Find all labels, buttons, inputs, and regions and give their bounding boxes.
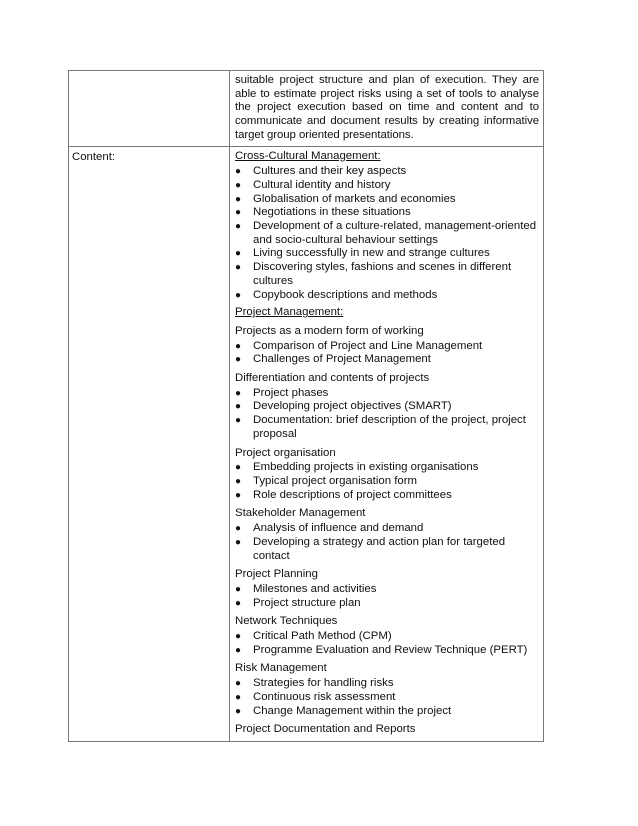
list-item	[235, 489, 539, 503]
cross-cultural-heading: Cross-Cultural Management:	[235, 149, 381, 162]
list-item	[235, 677, 539, 691]
list-item-text: Project structure plan	[253, 596, 361, 609]
list-item	[235, 644, 539, 658]
bullet-icon: ●	[235, 523, 242, 535]
pm-section-list	[235, 630, 539, 657]
list-item	[235, 630, 539, 644]
list-item-text: Developing project objectives (SMART)	[253, 400, 452, 413]
bullet-icon: ●	[235, 207, 242, 219]
bullet-icon: ●	[235, 415, 242, 427]
learning-outcome-text: suitable project structure and plan of execution. They are able to estimate project risks using a set of tools to analyse the project execution based on time and content and to communicate and document results by creating informative target group oriented presentations.	[235, 74, 539, 141]
list-item	[235, 353, 539, 367]
list-item	[235, 340, 539, 354]
list-item	[235, 193, 539, 207]
bullet-icon: ●	[235, 691, 242, 703]
list-item-text: Programme Evaluation and Review Technique (PERT)	[253, 643, 528, 656]
list-item	[235, 247, 539, 261]
content-label-cell	[69, 146, 230, 741]
bullet-icon: ●	[235, 583, 242, 595]
list-item	[235, 522, 539, 536]
content-cell	[230, 146, 544, 741]
list-item-text: Globalisation of markets and economies	[253, 192, 456, 205]
list-item-text: Copybook descriptions and methods	[253, 288, 438, 301]
bullet-icon: ●	[235, 475, 242, 487]
empty-label-cell	[69, 71, 230, 147]
list-item-text: Challenges of Project Management	[253, 353, 431, 366]
list-item	[235, 691, 539, 705]
pm-section-title: Projects as a modern form of working	[235, 324, 424, 337]
list-item-text: Negotiations in these situations	[253, 206, 411, 219]
pm-section	[235, 723, 539, 737]
bullet-icon: ●	[235, 248, 242, 260]
pm-section-list	[235, 677, 539, 718]
pm-section-list	[235, 387, 539, 442]
pm-section-list	[235, 583, 539, 610]
bullet-icon: ●	[235, 678, 242, 690]
pm-section	[235, 568, 539, 610]
list-item-text: Continuous risk assessment	[253, 690, 396, 703]
list-item	[235, 414, 539, 441]
list-item-text: Critical Path Method (CPM)	[253, 630, 392, 643]
list-item-text: Milestones and activities	[253, 582, 377, 595]
pm-section	[235, 662, 539, 718]
pm-section-list	[235, 340, 539, 367]
list-item	[235, 220, 539, 247]
bullet-icon: ●	[235, 262, 242, 274]
list-item	[235, 387, 539, 401]
list-item	[235, 400, 539, 414]
project-management-sections	[235, 325, 539, 737]
bullet-icon: ●	[235, 536, 242, 548]
list-item-text: Strategies for handling risks	[253, 677, 394, 690]
list-item	[235, 583, 539, 597]
list-item-text: Cultures and their key aspects	[253, 165, 407, 178]
list-item-text: Typical project organisation form	[253, 474, 417, 487]
list-item	[235, 165, 539, 179]
pm-section	[235, 507, 539, 563]
bullet-icon: ●	[235, 179, 242, 191]
list-item	[235, 597, 539, 611]
bullet-icon: ●	[235, 221, 242, 233]
bullet-icon: ●	[235, 631, 242, 643]
bullet-icon: ●	[235, 166, 242, 178]
list-item	[235, 705, 539, 719]
bullet-icon: ●	[235, 489, 242, 501]
pm-section-list	[235, 522, 539, 563]
list-item	[235, 179, 539, 193]
pm-section-title: Differentiation and contents of projects	[235, 372, 430, 385]
pm-section-title: Stakeholder Management	[235, 507, 366, 520]
content-label: Content:	[72, 150, 116, 163]
list-item	[235, 475, 539, 489]
pm-section-title: Network Techniques	[235, 615, 338, 628]
bullet-icon: ●	[235, 705, 242, 717]
module-description-table	[68, 70, 544, 742]
cross-cultural-list	[235, 165, 539, 302]
bullet-icon: ●	[235, 387, 242, 399]
bullet-icon: ●	[235, 597, 242, 609]
description-cell	[230, 71, 544, 147]
list-item-text: Cultural identity and history	[253, 178, 391, 191]
pm-section-title: Risk Management	[235, 662, 327, 675]
list-item-text: Project phases	[253, 386, 329, 399]
pm-section-title: Project organisation	[235, 446, 336, 459]
list-item-text: Living successfully in new and strange cultures	[253, 247, 490, 260]
project-management-heading: Project Management:	[235, 306, 344, 319]
pm-section-title: Project Planning	[235, 568, 318, 581]
list-item-text: Discovering styles, fashions and scenes in different cultures	[253, 261, 512, 287]
list-item-text: Analysis of influence and demand	[253, 522, 424, 535]
bullet-icon: ●	[235, 289, 242, 301]
list-item-text: Embedding projects in existing organisations	[253, 461, 479, 474]
pm-section	[235, 447, 539, 503]
pm-section	[235, 325, 539, 367]
list-item-text: Comparison of Project and Line Management	[253, 339, 483, 352]
list-item	[235, 536, 539, 563]
list-item-text: Developing a strategy and action plan for targeted contact	[253, 535, 506, 562]
list-item	[235, 206, 539, 220]
bullet-icon: ●	[235, 401, 242, 413]
list-item	[235, 461, 539, 475]
list-item-text: Change Management within the project	[253, 704, 452, 717]
list-item	[235, 261, 539, 288]
bullet-icon: ●	[235, 193, 242, 205]
table-row	[69, 71, 544, 147]
bullet-icon: ●	[235, 340, 242, 352]
list-item-text: Documentation: brief description of the project, project proposal	[253, 414, 526, 440]
pm-section-title: Project Documentation and Reports	[235, 723, 416, 736]
bullet-icon: ●	[235, 354, 242, 366]
list-item	[235, 289, 539, 303]
list-item-text: Development of a culture-related, management-oriented and socio-cultural behaviour settings	[253, 220, 537, 246]
pm-section-list	[235, 461, 539, 502]
pm-section	[235, 615, 539, 657]
bullet-icon: ●	[235, 644, 242, 656]
list-item-text: Role descriptions of project committees	[253, 488, 452, 501]
table-row	[69, 146, 544, 741]
bullet-icon: ●	[235, 462, 242, 474]
pm-section	[235, 372, 539, 442]
